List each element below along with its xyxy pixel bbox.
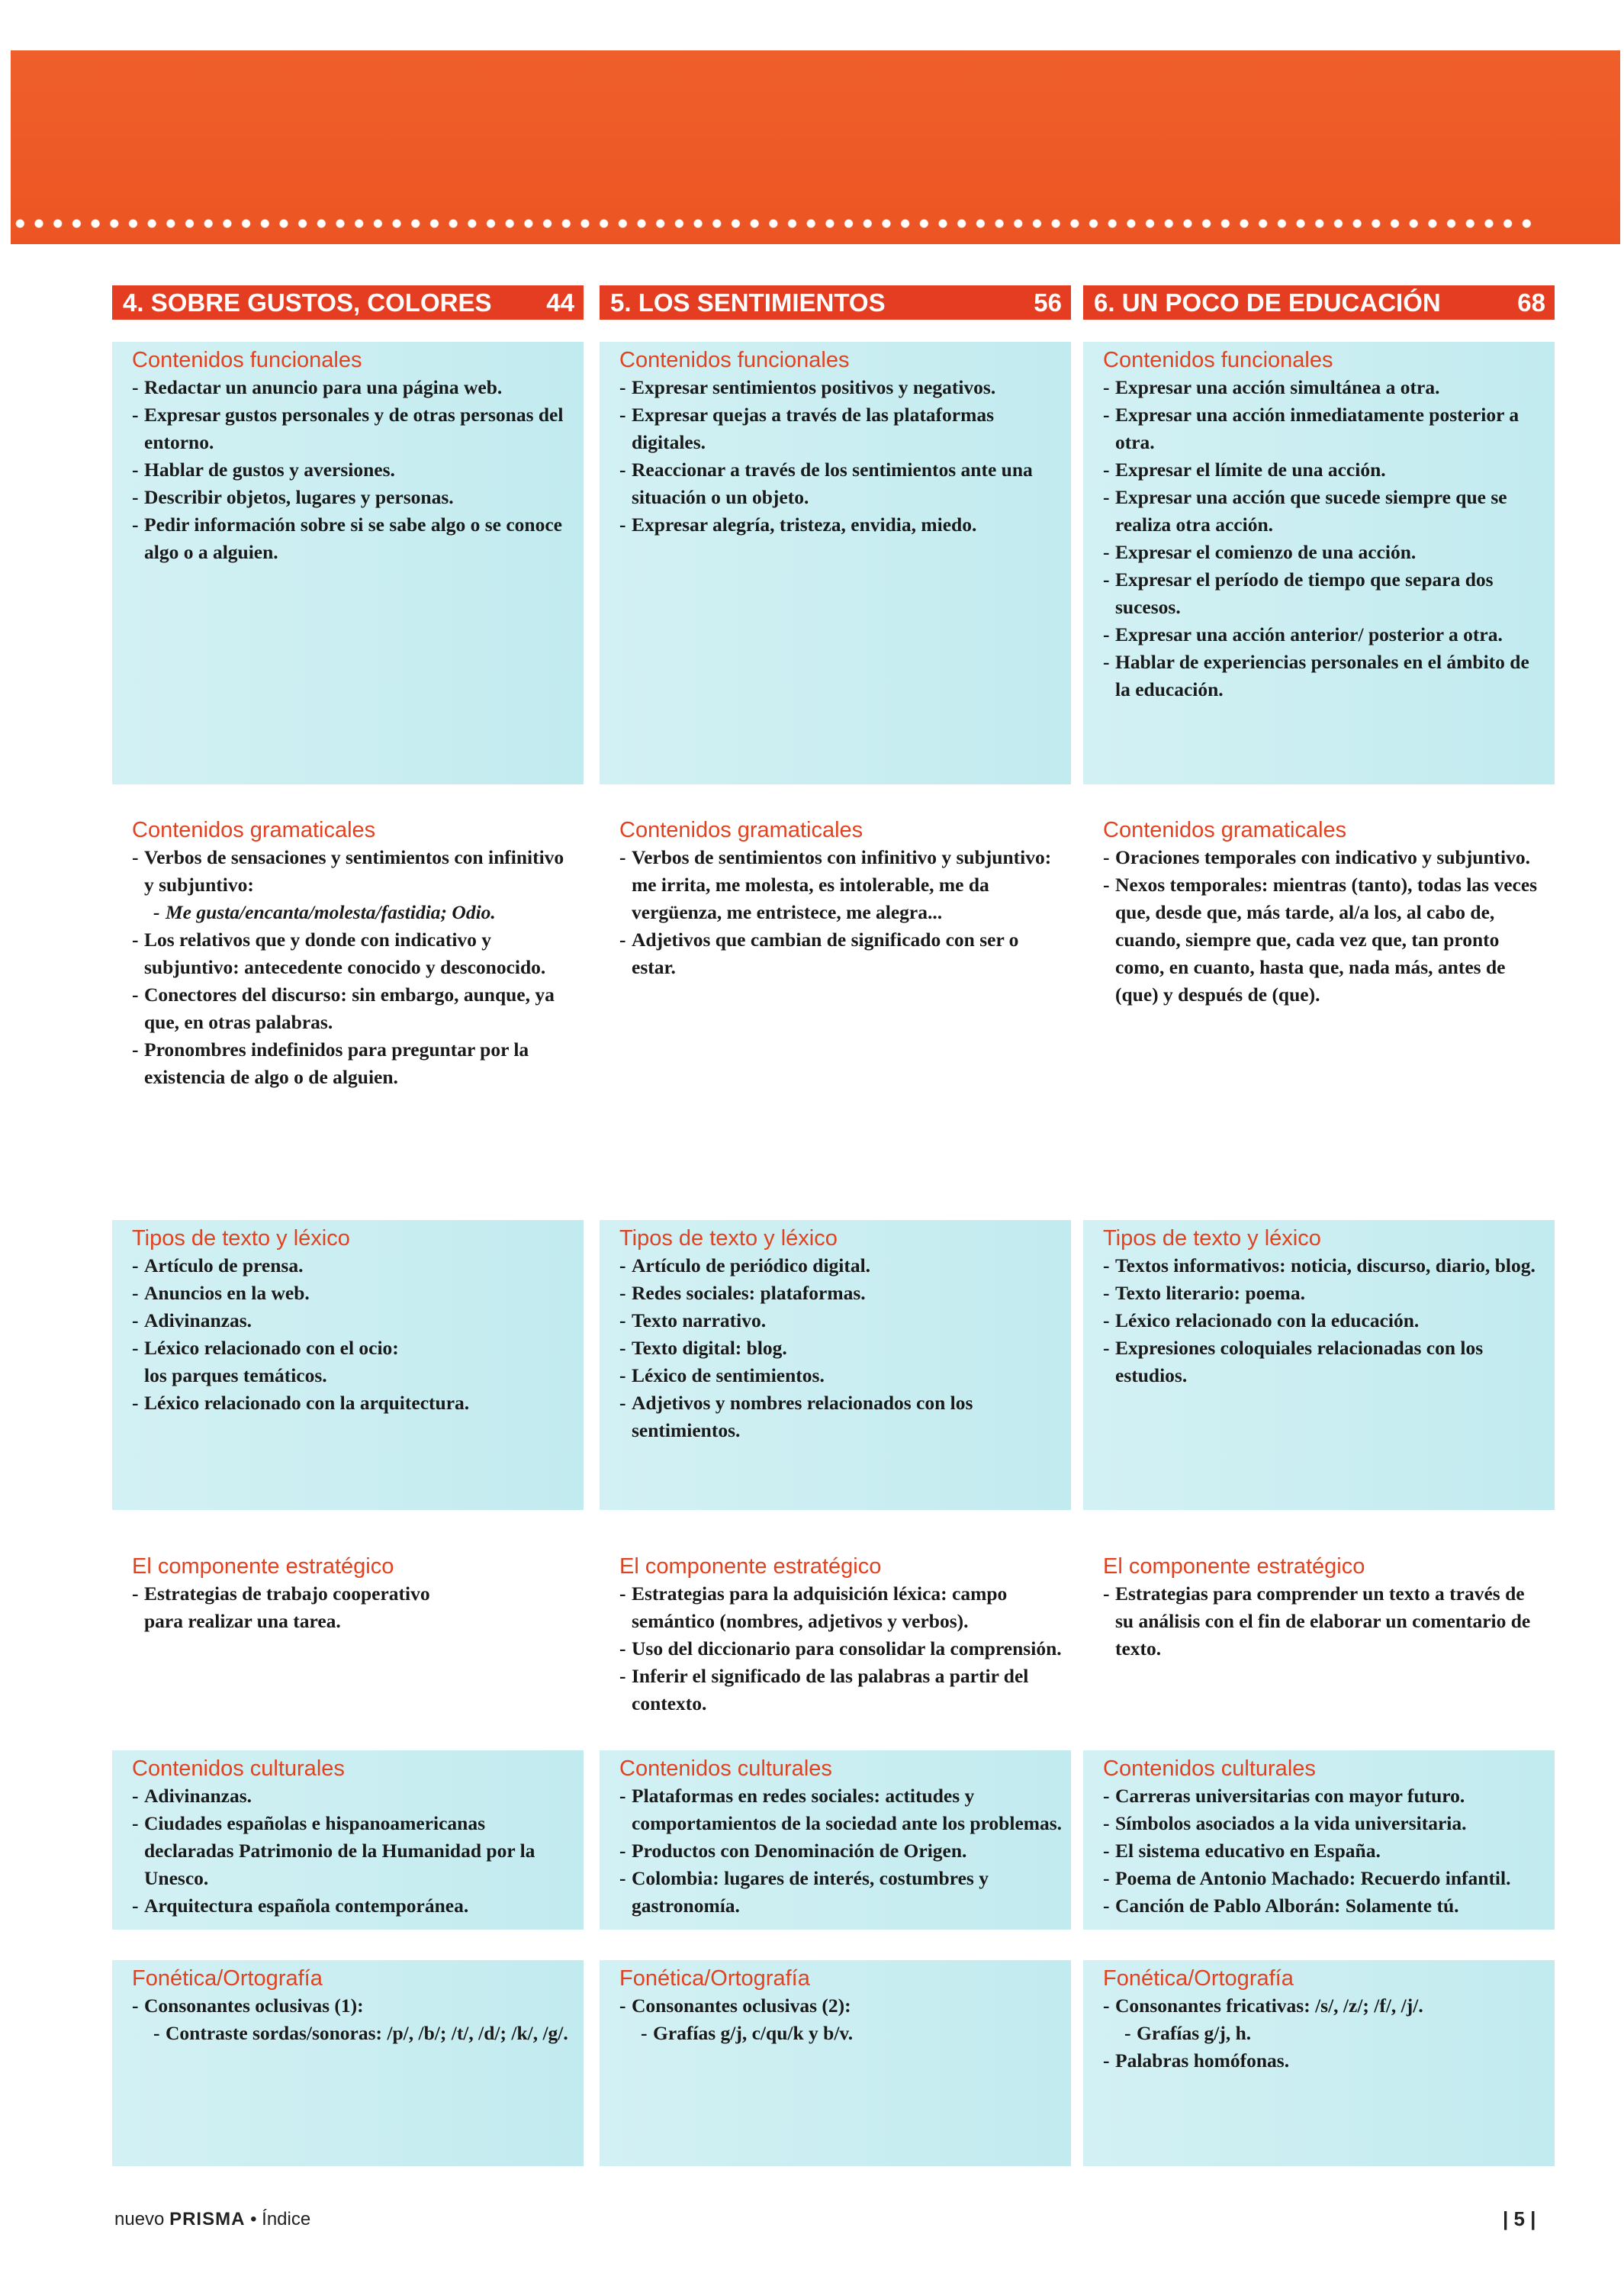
list-item: - Hablar de gustos y aversiones.: [132, 456, 576, 484]
section-box: [112, 1960, 584, 2166]
section-box: [600, 1548, 1071, 1724]
list-item: - Grafías g/j, h.: [1103, 2020, 1547, 2047]
list-item: - Texto narrativo.: [619, 1307, 1063, 1334]
list-item: - Adivinanzas.: [132, 1782, 576, 1810]
list-item: - Conectores del discurso: sin embargo, aunque, ya que, en otras palabras.: [132, 981, 576, 1036]
list-item: - Expresar gustos personales y de otras personas del entorno.: [132, 401, 576, 456]
page-number: | 5 |: [1503, 2207, 1536, 2230]
section-list: [1103, 1580, 1547, 1663]
list-item: - Texto digital: blog.: [619, 1334, 1063, 1362]
section-title: Contenidos culturales: [619, 1756, 832, 1781]
list-item: - Los relativos que y donde con indicativo y subjuntivo: antecedente conocido y desconocido.: [132, 926, 576, 981]
list-item: - Expresar el período de tiempo que separa dos sucesos.: [1103, 566, 1547, 621]
section-list: [1103, 374, 1547, 703]
list-item: - Consonantes oclusivas (1):: [132, 1992, 576, 2020]
section-title: Contenidos gramaticales: [619, 818, 863, 842]
list-item: - Expresar quejas a través de las plataformas digitales.: [619, 401, 1063, 456]
section-box: [112, 1220, 584, 1510]
section-title: El componente estratégico: [1103, 1554, 1365, 1579]
list-item: - Estrategias de trabajo cooperativo para realizar una tarea.: [132, 1580, 576, 1635]
list-item: - Palabras homófonas.: [1103, 2047, 1547, 2075]
list-item: - Grafías g/j, c/qu/k y b/v.: [619, 2020, 1063, 2047]
section-title: Fonética/Ortografía: [619, 1966, 810, 1991]
section-title: Fonética/Ortografía: [1103, 1966, 1294, 1991]
list-item: - Verbos de sentimientos con infinitivo y subjuntivo: me irrita, me molesta, es intolerable, me da vergüenza, me entristece, me alegra...: [619, 844, 1063, 926]
list-item: - Arquitectura española contemporánea.: [132, 1892, 576, 1920]
section-title: El componente estratégico: [619, 1554, 882, 1579]
list-item: - Léxico relacionado con la arquitectura.: [132, 1389, 576, 1417]
list-item: - Verbos de sensaciones y sentimientos con infinitivo y subjuntivo:: [132, 844, 576, 899]
list-item: - Redactar un anuncio para una página web.: [132, 374, 576, 401]
list-item: - Estrategias para la adquisición léxica: campo semántico (nombres, adjetivos y verbos).: [619, 1580, 1063, 1635]
list-item: - Expresar una acción que sucede siempre que se realiza otra acción.: [1103, 484, 1547, 539]
unit-header[interactable]: [112, 285, 584, 320]
list-item: - Textos informativos: noticia, discurso, diario, blog.: [1103, 1252, 1547, 1280]
section-title: Tipos de texto y léxico: [619, 1226, 838, 1251]
list-item: - Artículo de periódico digital.: [619, 1252, 1063, 1280]
section-title: El componente estratégico: [132, 1554, 394, 1579]
section-box: [112, 1548, 584, 1724]
list-item: - Expresar el límite de una acción.: [1103, 456, 1547, 484]
list-item: - Ciudades españolas e hispanoamericanas declaradas Patrimonio de la Humanidad por la Unesco.: [132, 1810, 576, 1892]
section-list: [619, 844, 1063, 981]
section-list: [1103, 1782, 1547, 1920]
list-item: - Describir objetos, lugares y personas.: [132, 484, 576, 511]
list-item: - Oraciones temporales con indicativo y subjuntivo.: [1103, 844, 1547, 871]
list-item: - Canción de Pablo Alborán: Solamente tú.: [1103, 1892, 1547, 1920]
list-item: - Consonantes fricativas: /s/, /z/; /f/, /j/.: [1103, 1992, 1547, 2020]
list-item: - Texto literario: poema.: [1103, 1280, 1547, 1307]
list-item: - Poema de Antonio Machado: Recuerdo infantil.: [1103, 1865, 1547, 1892]
section-title: Contenidos funcionales: [132, 348, 362, 372]
footer-separator: •: [250, 2209, 257, 2229]
section-list: [132, 1252, 576, 1417]
section-list: [619, 1580, 1063, 1718]
list-item: - Carreras universitarias con mayor futuro.: [1103, 1782, 1547, 1810]
section-title: Contenidos gramaticales: [1103, 818, 1347, 842]
list-item: - Consonantes oclusivas (2):: [619, 1992, 1063, 2020]
section-box: [600, 1960, 1071, 2166]
list-item: - Léxico relacionado con la educación.: [1103, 1307, 1547, 1334]
list-item: - Adjetivos y nombres relacionados con los sentimientos.: [619, 1389, 1063, 1444]
list-item: - Léxico relacionado con el ocio: los parques temáticos.: [132, 1334, 576, 1389]
list-item: - Expresar una acción inmediatamente posterior a otra.: [1103, 401, 1547, 456]
list-item: - Contraste sordas/sonoras: /p/, /b/; /t/, /d/; /k/, /g/.: [132, 2020, 576, 2047]
section-box: [1083, 1548, 1555, 1724]
list-item: - Artículo de prensa.: [132, 1252, 576, 1280]
list-item: - Inferir el significado de las palabras a partir del contexto.: [619, 1663, 1063, 1718]
section-list: [132, 374, 576, 566]
unit-title: 4. SOBRE GUSTOS, COLORES: [123, 288, 492, 317]
section-title: Contenidos culturales: [1103, 1756, 1316, 1781]
unit-page-number: 44: [546, 288, 574, 317]
section-list: [132, 1782, 576, 1920]
list-item: - Productos con Denominación de Origen.: [619, 1837, 1063, 1865]
list-item: - Expresar alegría, tristeza, envidia, miedo.: [619, 511, 1063, 539]
list-item: - Uso del diccionario para consolidar la comprensión.: [619, 1635, 1063, 1663]
list-item: - Reaccionar a través de los sentimientos ante una situación o un objeto.: [619, 456, 1063, 511]
list-item: - Expresar sentimientos positivos y negativos.: [619, 374, 1063, 401]
list-item: - El sistema educativo en España.: [1103, 1837, 1547, 1865]
unit-header[interactable]: [600, 285, 1071, 320]
list-item: - Plataformas en redes sociales: actitudes y comportamientos de la sociedad ante los problemas.: [619, 1782, 1063, 1837]
section-box: [600, 812, 1071, 1140]
section-title: Contenidos funcionales: [1103, 348, 1333, 372]
section-box: [600, 1750, 1071, 1930]
section-list: [619, 1782, 1063, 1920]
unit-page-number: 56: [1034, 288, 1062, 317]
list-item: - Expresar el comienzo de una acción.: [1103, 539, 1547, 566]
section-box: [600, 1220, 1071, 1510]
section-list: [619, 374, 1063, 539]
list-item: - Estrategias para comprender un texto a través de su análisis con el fin de elaborar un comentario de texto.: [1103, 1580, 1547, 1663]
list-item: - Adjetivos que cambian de significado con ser o estar.: [619, 926, 1063, 981]
list-item: - Pedir información sobre si se sabe algo o se conoce algo o a alguien.: [132, 511, 576, 566]
section-title: Tipos de texto y léxico: [1103, 1226, 1321, 1251]
footer-brand-name: PRISMA: [169, 2209, 246, 2229]
section-title: Contenidos gramaticales: [132, 818, 376, 842]
section-box: [1083, 812, 1555, 1140]
section-list: [1103, 844, 1547, 1009]
list-item: - Redes sociales: plataformas.: [619, 1280, 1063, 1307]
list-item: - Símbolos asociados a la vida universitaria.: [1103, 1810, 1547, 1837]
section-box: [112, 812, 584, 1140]
section-box: [112, 342, 584, 784]
section-list: [619, 1252, 1063, 1444]
section-list: [132, 1992, 576, 2047]
list-item: - Léxico de sentimientos.: [619, 1362, 1063, 1389]
section-box: [1083, 1960, 1555, 2166]
list-item: - Hablar de experiencias personales en el ámbito de la educación.: [1103, 649, 1547, 703]
list-item: - Expresar una acción simultánea a otra.: [1103, 374, 1547, 401]
list-item: - Nexos temporales: mientras (tanto), todas las veces que, desde que, más tarde, al/a los, al cabo de, cuando, siempre que, cada vez que, tan pronto como, en cuanto, hasta que, nada más, antes de (que) y después de (que).: [1103, 871, 1547, 1009]
unit-title: 5. LOS SENTIMIENTOS: [610, 288, 886, 317]
footer-section: Índice: [262, 2209, 311, 2229]
section-title: Contenidos culturales: [132, 1756, 345, 1781]
section-box: [1083, 1220, 1555, 1510]
list-item: - Me gusta/encanta/molesta/fastidia; Odio.: [132, 899, 576, 926]
section-box: [1083, 1750, 1555, 1930]
section-list: [132, 844, 576, 1091]
section-box: [1083, 342, 1555, 784]
unit-page-number: 68: [1517, 288, 1545, 317]
section-list: [1103, 1252, 1547, 1389]
list-item: - Adivinanzas.: [132, 1307, 576, 1334]
list-item: - Pronombres indefinidos para preguntar por la existencia de algo o de alguien.: [132, 1036, 576, 1091]
section-list: [132, 1580, 576, 1635]
dotted-border: [11, 215, 1536, 232]
section-box: [600, 342, 1071, 784]
list-item: - Expresiones coloquiales relacionadas con los estudios.: [1103, 1334, 1547, 1389]
section-list: [1103, 1992, 1547, 2075]
list-item: - Expresar una acción anterior/ posterior a otra.: [1103, 621, 1547, 649]
list-item: - Colombia: lugares de interés, costumbres y gastronomía.: [619, 1865, 1063, 1920]
list-item: - Anuncios en la web.: [132, 1280, 576, 1307]
unit-title: 6. UN POCO DE EDUCACIÓN: [1094, 288, 1441, 317]
section-box: [112, 1750, 584, 1930]
footer-brand: [114, 2209, 310, 2230]
unit-header[interactable]: [1083, 285, 1555, 320]
section-title: Fonética/Ortografía: [132, 1966, 323, 1991]
section-list: [619, 1992, 1063, 2047]
section-title: Tipos de texto y léxico: [132, 1226, 350, 1251]
section-title: Contenidos funcionales: [619, 348, 850, 372]
footer-brand-prefix: nuevo: [114, 2209, 165, 2229]
